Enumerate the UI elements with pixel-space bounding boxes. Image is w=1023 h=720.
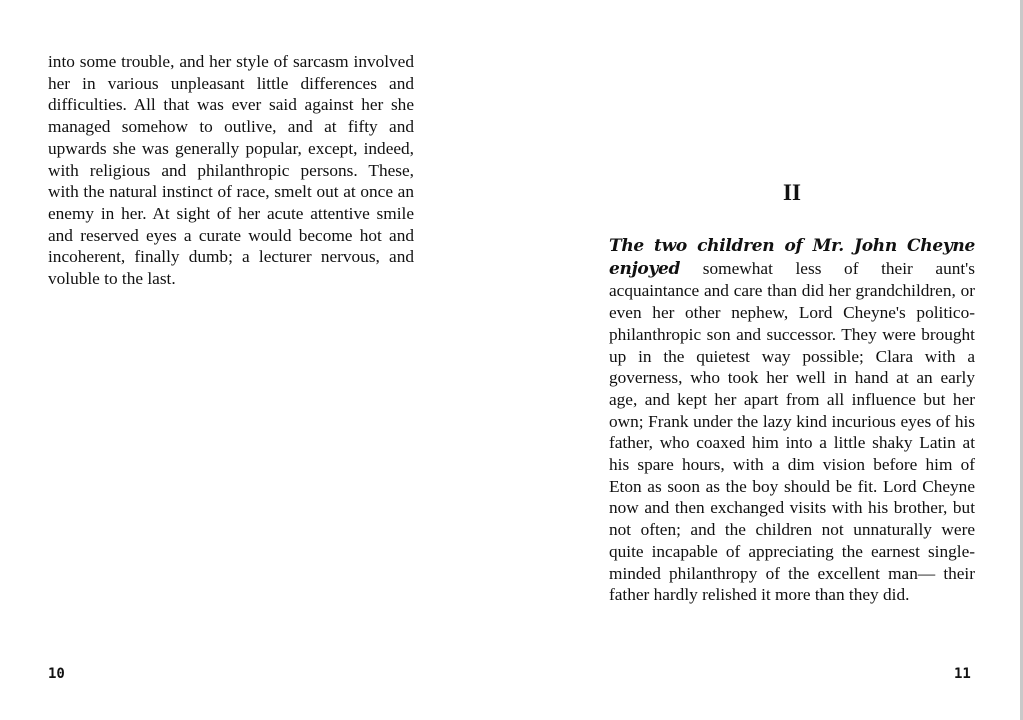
left-page [48, 0, 414, 720]
page-number-right: 11 [954, 666, 971, 682]
page-number-left: 10 [48, 666, 65, 682]
chapter-number: II [783, 180, 801, 205]
right-page [609, 0, 975, 720]
right-page-paragraph [609, 235, 975, 606]
right-page-text: somewhat less of their aunt's acquaintance and care than did her grandchildren, or even her other nephew, Lord Cheyne's politico-philanthropic son and successor. They were brought up in the quietest way possible; Clara with a governess, who took her well in hand at an early age, and kept her apart from all influence but her own; Frank under the lazy kind incurious eyes of his father, who coaxed him into a little shaky Latin at his spare hours, with a dim vision before him of Eton as soon as the boy should be fit. Lord Cheyne now and then exchanged visits with his brother, but not often; and the children not unnaturally were quite incapable of appreciating the earnest single-minded philanthropy of the excellent man— their father hardly relished it more than they did. [609, 258, 975, 605]
left-page-paragraph: into some trouble, and her style of sarcasm involved her in various unpleasant little differences and difficulties. All that was ever said against her she managed somehow to outlive, and at fifty and upwards she was generally popular, except, indeed, with religious and philanthropic persons. These, with the natural instinct of race, smelt out at once an enemy in her. At sight of her acute attentive smile and reserved eyes a curate would become hot and incoherent, finally dumb; a lecturer nervous, and voluble to the last. [48, 52, 414, 289]
chapter-lead-in: The two children of Mr. John Cheyne enjoyed [609, 236, 975, 279]
